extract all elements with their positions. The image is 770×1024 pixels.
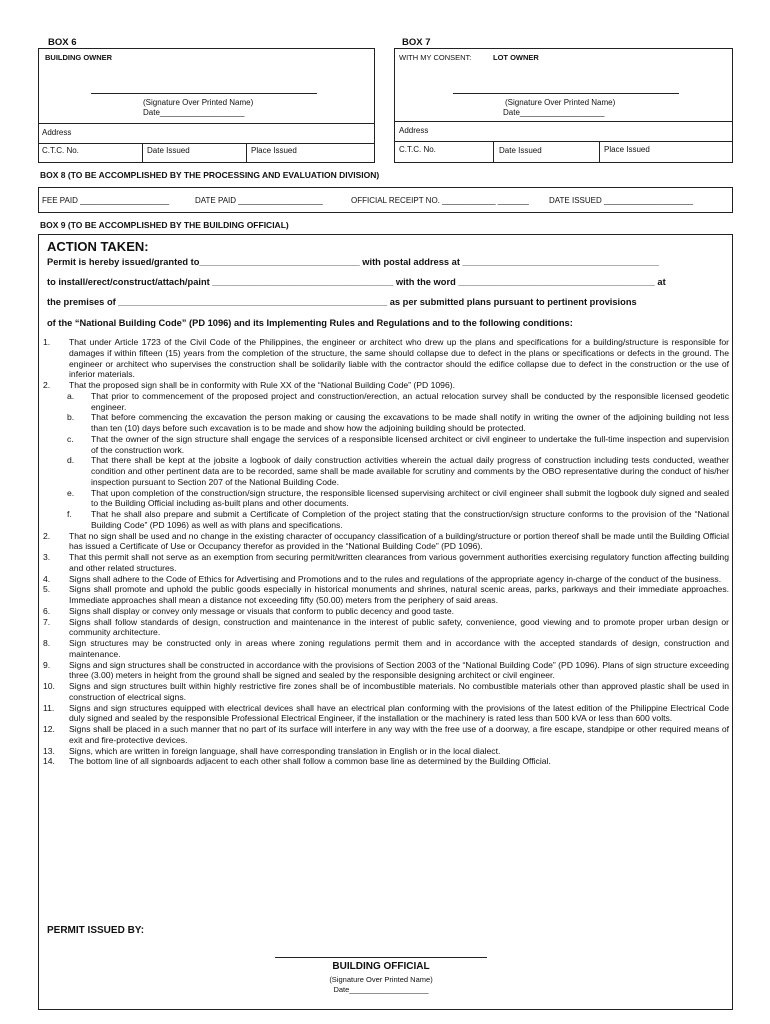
building-official-date-field[interactable]: Date___________________ xyxy=(333,985,429,994)
condition-text: That the owner of the sign structure shall engage the services of a responsible licensed architect or civil engineer to undertake the full-time inspection and supervision of the construction work. xyxy=(91,433,729,455)
box7-date-issued-field[interactable]: Date Issued xyxy=(499,146,542,155)
box7-heading-prefix: WITH MY CONSENT: xyxy=(399,53,472,62)
fee-paid-field[interactable]: FEE PAID ____________________ xyxy=(42,196,170,205)
condition-text: That he shall also prepare and submit a Certificate of Completion of the project stating that the construction/sign structure conforms to the provision of the “National Building Code” (PD 1096) as well as with plans and specifications. xyxy=(91,509,729,530)
condition-text: That prior to commencement of the proposed project and construction/erection, an actual relocation survey shall be conducted by the responsible licensed geodetic engineer. xyxy=(91,390,729,412)
box6-frame xyxy=(38,48,375,163)
condition-item xyxy=(43,756,729,767)
condition-item xyxy=(43,380,729,391)
condition-text: Signs shall adhere to the Code of Ethics for Advertising and Promotions and to the rules and regulations of the appropriate agency in-charge of the conduct of the business. xyxy=(69,573,722,584)
condition-item xyxy=(43,681,729,703)
building-official-signature-line[interactable] xyxy=(275,957,487,958)
condition-item xyxy=(43,455,729,487)
box7-frame xyxy=(394,48,733,163)
condition-text: Signs and sign structures shall be constructed in accordance with the provisions of Section 2003 of the “National Building Code” (PD 1096). Plans of sign structure exceeding three (3.00) meters in height from the ground shall be signed and sealed by the responsible designing architect or civil engineer. xyxy=(69,659,729,681)
box6-signature-line[interactable] xyxy=(91,93,317,94)
divider xyxy=(395,121,732,122)
condition-number: 14. xyxy=(43,756,55,767)
condition-number: d. xyxy=(67,455,75,466)
date-issued-field[interactable]: DATE ISSUED ____________________ xyxy=(549,196,693,205)
condition-text: Signs, which are written in foreign language, shall have corresponding translation in English or in the local dialect. xyxy=(69,745,501,756)
condition-item xyxy=(43,584,729,606)
box8-frame xyxy=(38,187,733,213)
condition-text: Signs shall promote and uphold the public goods especially in historical monuments and shrines, natural scenic areas, parks, parkways and their immediate approaches. Immediate approaches shall mean a distance not exceeding fifty (50.00) meters from the periphery of said areas. xyxy=(69,584,729,605)
condition-text: The bottom line of all signboards adjacent to each other shall follow a common base line as determined by the Building Official. xyxy=(69,756,551,767)
install-erect-line[interactable]: to install/erect/construct/attach/paint ___________________________________ with the word ______________________________________ at xyxy=(47,277,666,287)
box8-title: BOX 8 (TO BE ACCOMPLISHED BY THE PROCESSING AND EVALUATION DIVISION) xyxy=(40,170,380,180)
divider xyxy=(246,143,247,163)
box7-address-field[interactable]: Address xyxy=(399,126,429,135)
conditions-list xyxy=(43,337,729,767)
condition-item xyxy=(43,660,729,682)
condition-number: 2. xyxy=(43,530,51,541)
condition-item xyxy=(43,531,729,553)
condition-text: That upon completion of the construction/sign structure, the responsible licensed supervising architect or civil engineer shall submit the logbook duly signed and sealed to the Building Official including as-built plans and other documents. xyxy=(91,487,729,509)
box6-signature-caption: (Signature Over Printed Name) xyxy=(143,98,254,107)
building-official-label: BUILDING OFFICIAL xyxy=(332,961,430,972)
condition-item xyxy=(43,488,729,510)
permit-issued-to-line[interactable]: Permit is hereby issued/granted to_______________________________ with postal address at ______________________________________ xyxy=(47,257,659,267)
condition-number: a. xyxy=(67,390,75,401)
condition-number: 3. xyxy=(43,552,51,562)
condition-item xyxy=(43,606,729,617)
box7-ctc-field[interactable]: C.T.C. No. xyxy=(399,145,436,154)
condition-number: 2. xyxy=(43,380,51,390)
condition-item xyxy=(43,391,729,413)
condition-text: Signs and sign structures equipped with electrical devices shall have an electrical plan conforming with the provisions of the latest edition of the Philippine Electrical Code duly signed and sealed by the responsible Professional Electrical Engineer, if the installation or the machinery is rated less than 500 kVA or less than 600 volts. xyxy=(69,702,729,724)
condition-text: Sign structures may be constructed only in areas where zoning regulations permit them and in accordance with the accepted standards of design, construction and maintenance. xyxy=(69,638,729,659)
condition-item xyxy=(43,638,729,660)
box7-signature-line[interactable] xyxy=(453,93,679,94)
official-receipt-field[interactable]: OFFICIAL RECEIPT NO. ____________ _______ xyxy=(351,196,529,205)
condition-text: That there shall be kept at the jobsite a logbook of daily construction activities wherein the actual daily progress of construction including tests conducted, weather condition and other pertinent data are to be recorded, same shall be made available for scrutiny and comments by the OBO representative during the conduct of his/her inspection pursuant to Section 207 of the National Building Code. xyxy=(91,455,729,487)
divider xyxy=(39,123,374,124)
condition-number: 12. xyxy=(43,724,55,734)
box6-date-field[interactable]: Date___________________ xyxy=(143,108,245,117)
divider xyxy=(599,141,600,163)
condition-number: c. xyxy=(67,433,74,444)
box7-signature-caption: (Signature Over Printed Name) xyxy=(505,98,616,107)
action-taken-heading: ACTION TAKEN: xyxy=(47,239,149,254)
condition-number: b. xyxy=(67,412,75,423)
condition-text: That no sign shall be used and no change in the existing character of occupancy classification of a building/structure or portion thereof shall be made until the Building Official has issued a Certificate of Use or Occupancy therefor as provided in the “National Building Code” (PD 1096). xyxy=(69,530,729,552)
box9-title: BOX 9 (TO BE ACCOMPLISHED BY THE BUILDING OFFICIAL) xyxy=(40,220,289,230)
condition-number: 11. xyxy=(43,702,55,713)
condition-number: 10. xyxy=(43,681,55,691)
box9-frame xyxy=(38,234,733,1010)
condition-number: 6. xyxy=(43,605,51,616)
conditions-intro: of the “National Building Code” (PD 1096) and its Implementing Rules and Regulations and to the following conditions: xyxy=(47,318,573,328)
condition-item xyxy=(43,703,729,725)
permit-issued-by-label: PERMIT ISSUED BY: xyxy=(47,925,145,936)
condition-item xyxy=(43,746,729,757)
condition-item xyxy=(43,724,729,746)
condition-number: 7. xyxy=(43,616,51,627)
box7-date-field[interactable]: Date___________________ xyxy=(503,108,605,117)
box6-place-issued-field[interactable]: Place Issued xyxy=(251,146,297,155)
condition-item xyxy=(43,552,729,574)
building-official-signature-caption: (Signature Over Printed Name) xyxy=(329,975,433,984)
condition-number: 9. xyxy=(43,659,51,670)
condition-text: Signs and sign structures built within highly restrictive fire zones shall be of incombustible materials. No combustible materials other than approved plastic shall be used in construction of electrical signs. xyxy=(69,681,729,702)
condition-number: e. xyxy=(67,487,75,498)
box7-heading: LOT OWNER xyxy=(493,53,539,62)
divider xyxy=(39,143,374,144)
date-paid-field[interactable]: DATE PAID ___________________ xyxy=(195,196,323,205)
box6-date-issued-field[interactable]: Date Issued xyxy=(147,146,190,155)
condition-number: f. xyxy=(67,509,72,519)
divider xyxy=(142,143,143,163)
condition-number: 4. xyxy=(43,573,51,584)
condition-text: That this permit shall not serve as an exemption from securing permit/written clearances from various government authorities exercising regulatory function affecting building and other related structures. xyxy=(69,552,729,573)
box6-label: BOX 6 xyxy=(48,37,77,48)
box6-ctc-field[interactable]: C.T.C. No. xyxy=(42,146,79,155)
box7-place-issued-field[interactable]: Place Issued xyxy=(604,145,650,154)
condition-number: 5. xyxy=(43,584,51,595)
premises-line[interactable]: the premises of ____________________________________________________ as per submitted plans pursuant to pertinent provisions xyxy=(47,297,637,307)
condition-item xyxy=(43,509,729,531)
condition-item xyxy=(43,337,729,380)
condition-item xyxy=(43,574,729,585)
divider xyxy=(493,141,494,163)
divider xyxy=(395,141,732,142)
condition-number: 13. xyxy=(43,745,55,756)
condition-item xyxy=(43,617,729,639)
condition-item xyxy=(43,434,729,456)
condition-number: 8. xyxy=(43,638,51,648)
box7-label: BOX 7 xyxy=(402,37,431,48)
condition-number: 1. xyxy=(43,337,51,347)
condition-text: That the proposed sign shall be in conformity with Rule XX of the “National Building Code” (PD 1096). xyxy=(69,380,455,390)
box6-address-field[interactable]: Address xyxy=(42,128,72,137)
box6-heading: BUILDING OWNER xyxy=(45,53,113,62)
condition-item xyxy=(43,412,729,434)
condition-text: Signs shall follow standards of design, construction and maintenance in the interest of public safety, convenience, good viewing and to promote proper urban design or community architecture. xyxy=(69,616,729,638)
condition-text: That before commencing the excavation the person making or causing the excavations to be made shall notify in writing the owner of the adjoining building not less than ten (10) days before such excavation is to be made and show how the adjoining building should be protected. xyxy=(91,412,729,433)
condition-text: Signs shall display or convey only message or visuals that conform to public decency and good taste. xyxy=(69,605,455,616)
condition-text: That under Article 1723 of the Civil Code of the Philippines, the engineer or architect who drew up the plans and specifications for a building/structure is responsible for damages if within fifteen (15) years from the completion of the structure, the same should collapse due to defect in the plans or specifications or defects in the ground. The engineer or architect who supervises the construction shall be solidarily liable with the contractor should the edifice collapse due to defect in the construction or the use of inferior materials. xyxy=(69,337,729,380)
condition-text: Signs shall be placed in a such manner that no part of its surface will interfere in any way with the free use of a doorway, a fire escape, standpipe or other required means of exit and fire-protective devices. xyxy=(69,724,729,745)
